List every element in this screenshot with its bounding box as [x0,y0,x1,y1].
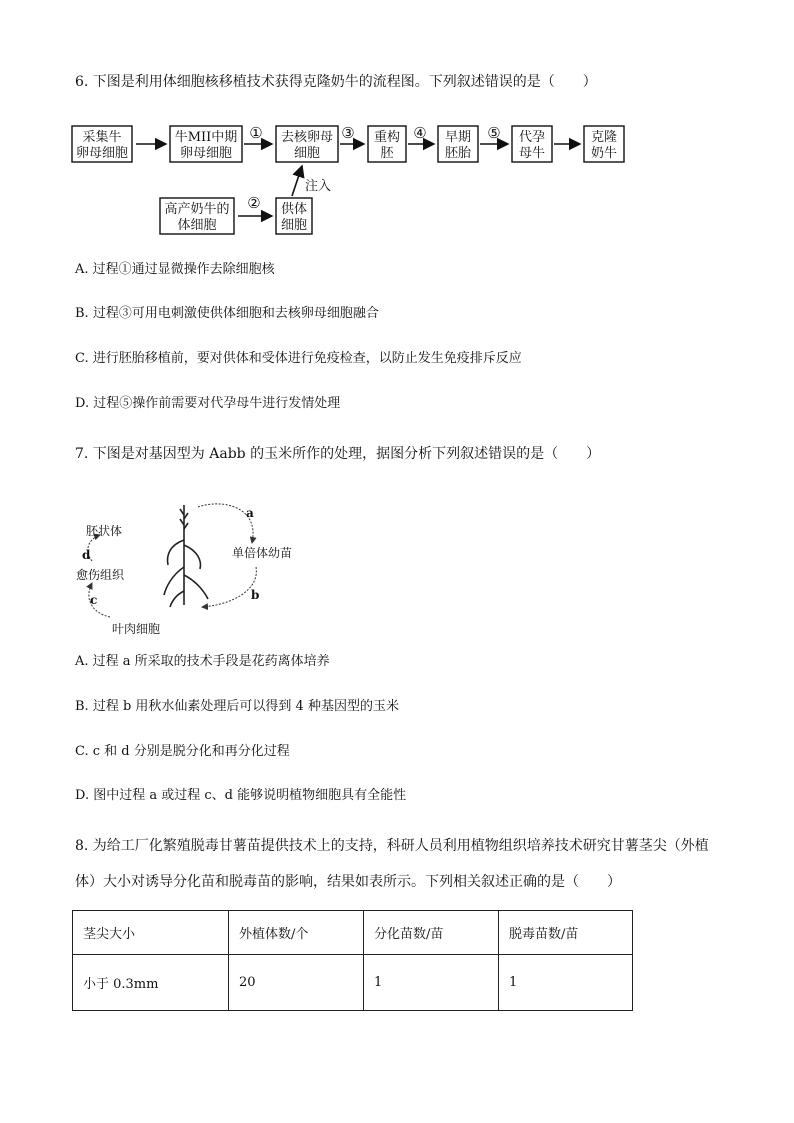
question-8-stem-line2: 体）大小对诱导分化苗和脱毒苗的影响，结果如表所示。下列相关叙述正确的是（ ） [75,874,621,890]
svg-text:胚: 胚 [380,146,394,161]
svg-text:去核卵母: 去核卵母 [280,130,334,145]
process-c-label: c [90,593,98,607]
svg-text:卵母细胞: 卵母细胞 [179,146,233,161]
mesophyll-cell-label: 叶肉细胞 [112,622,161,635]
flow-box-donor-cell [276,198,312,234]
flow-box-reconstructed-embryo [368,126,406,162]
table-cell: 1 [499,955,633,1011]
haploid-seedling-label: 单倍体幼苗 [232,546,293,560]
svg-text:克隆: 克隆 [590,130,618,145]
table-header-cell: 脱毒苗数/苗 [499,911,633,955]
q7-option-a: A. 过程 a 所采取的技术手段是花药离体培养 [75,654,330,669]
svg-text:代孕: 代孕 [518,130,546,145]
table-header-cell: 分化苗数/苗 [364,911,499,955]
stem-tip-results-table [72,910,633,1011]
flow-box-early-embryo [438,126,478,162]
svg-text:奶牛: 奶牛 [590,146,618,161]
question-6-stem: 6. 下图是利用体细胞核移植技术获得克隆奶牛的流程图。下列叙述错误的是（ ） [75,74,597,90]
flow-box-enucleated-oocyte [276,126,338,162]
q6-option-c: C. 进行胚胎移植前，要对供体和受体进行免疫检查，以防止发生免疫排斥反应 [75,351,522,366]
svg-text:体细胞: 体细胞 [177,218,217,233]
flow-box-somatic-cell [160,198,234,234]
svg-text:母牛: 母牛 [518,146,546,161]
q6-option-a: A. 过程①通过显微操作去除细胞核 [75,262,275,277]
corn-plant-icon [164,505,208,607]
flow-box-collect-oocyte [72,126,132,162]
flow-box-cloned-cow [584,126,624,162]
process-a-label: a [246,506,254,520]
corn-culture-diagram [70,495,390,635]
svg-text:早期: 早期 [444,130,472,145]
table-header-cell: 茎尖大小 [73,911,229,955]
q7-option-d: D. 图中过程 a 或过程 c、d 能够说明植物细胞具有全能性 [75,788,407,803]
svg-text:胚胎: 胚胎 [444,146,472,161]
q7-option-c: C. c 和 d 分别是脱分化和再分化过程 [75,744,290,759]
step-5-label: ⑤ [487,124,501,142]
q6-option-b: B. 过程③可用电刺激使供体细胞和去核卵母细胞融合 [75,306,379,321]
q6-option-d: D. 过程⑤操作前需要对代孕母牛进行发情处理 [75,396,341,411]
table-cell: 20 [229,955,364,1011]
svg-text:细胞: 细胞 [280,218,308,233]
callus-label: 愈伤组织 [76,568,125,582]
arrow-b [202,567,256,607]
svg-text:牛MII中期: 牛MII中期 [174,130,238,145]
table-row [73,955,633,1011]
svg-text:重构: 重构 [373,130,401,145]
table-cell: 1 [364,955,499,1011]
table-cell: 小于 0.3mm [73,955,229,1011]
q7-option-b: B. 过程 b 用秋水仙素处理后可以得到 4 种基因型的玉米 [75,699,399,714]
embryoid-label: 胚状体 [86,524,123,538]
flow-box-surrogate-cow [512,126,552,162]
arrow-a [198,504,253,543]
question-8-stem-line1: 8. 为给工厂化繁殖脱毒甘薯苗提供技术上的支持，科研人员利用植物组织培养技术研究甘薯茎尖（外植 [75,838,709,854]
step-2-label: ② [247,194,261,212]
flow-arrow-inject [292,166,302,196]
svg-text:细胞: 细胞 [293,146,321,161]
question-7-stem: 7. 下图是对基因型为 Aabb 的玉米所作的处理，据图分析下列叙述错误的是（ ） [75,446,601,462]
svg-text:采集牛: 采集牛 [82,130,122,145]
flow-box-mii-oocyte [170,126,242,162]
inject-label: 注入 [304,179,332,194]
table-header-row [73,911,633,955]
svg-text:卵母细胞: 卵母细胞 [75,146,129,161]
svg-text:供体: 供体 [280,202,308,217]
step-4-label: ④ [413,124,427,142]
table-header-cell: 外植体数/个 [229,911,364,955]
process-d-label: d [82,548,91,562]
process-b-label: b [251,588,260,602]
step-1-label: ① [249,124,263,142]
step-3-label: ③ [341,124,355,142]
svg-text:高产奶牛的: 高产奶牛的 [164,202,230,217]
